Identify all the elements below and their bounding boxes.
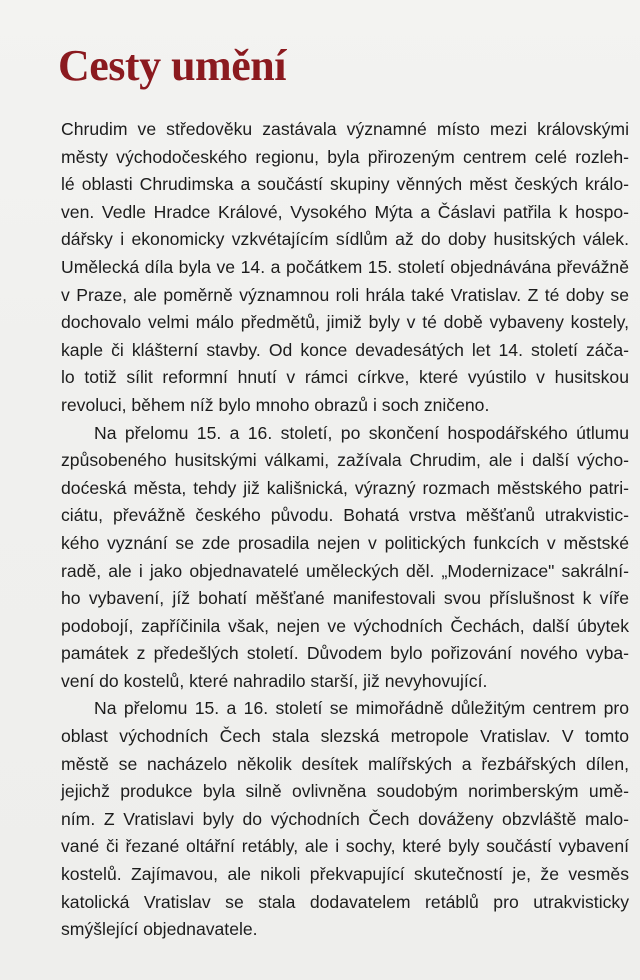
text-line: Na přelomu 15. a 16. století, po skončení hospodářského útlumu	[94, 422, 629, 443]
text-line: ním. Z Vratislavi byly do východních Čech dováženy obzvláště malo-	[61, 808, 629, 829]
text-line: kaple či klášterní stavby. Od konce devadesátých let 14. století záča-	[61, 339, 629, 360]
text-line: radě, ale i jako objednavatelé uměleckých děl. „Modernizace" sakrální-	[61, 560, 629, 581]
text-line: v Praze, ale poměrně významnou roli hrála také Vratislav. Z té doby se	[61, 284, 629, 305]
text-line: ho vybavení, jíž bohatí měšťané manifestovali svou příslušnost k víře	[61, 588, 629, 609]
text-line: jejichž produkce byla silně ovlivněna soudobým norimberským umě-	[61, 781, 629, 802]
text-line: dochovalo velmi málo předmětů, jimiž byly v té době vybaveny kostely,	[61, 312, 629, 333]
text-line: dářsky i ekonomicky vzkvétajícím sídlům až do doby husitských válek.	[61, 229, 629, 250]
text-line: městy východočeského regionu, byla přirozeným centrem celé rozleh-	[61, 146, 629, 167]
text-line: způsobeného husitskými válkami, zažívala Chrudim, ale i další výcho-	[61, 450, 629, 471]
text-line: revoluci, během níž bylo mnoho obrazů i soch zničeno.	[61, 394, 490, 415]
text-line: Chrudim ve středověku zastávala významné místo mezi královskými	[61, 119, 629, 139]
text-line: vané či řezané oltářní retábly, ale i sochy, které byly součástí vybavení	[61, 836, 629, 857]
text-line: ciátu, převážně českého původu. Bohatá vrstva měšťanů utrakvistic-	[61, 505, 629, 526]
text-line: oblast východních Čech stala slezská metropole Vratislav. V tomto	[61, 726, 629, 747]
paragraph	[61, 695, 629, 943]
text-line: doćeská města, tehdy již kališnická, výrazný rozmach městského patri-	[61, 477, 629, 498]
text-line: vení do kostelů, které nahradilo starší, již nevyhovující.	[61, 670, 488, 691]
paragraph	[61, 420, 629, 696]
text-line: Umělecká díla byla ve 14. a počátkem 15. století objednávána převážně	[61, 256, 629, 277]
text-line: podobojí, zapříčinila však, nejen ve východních Čechách, další úbytek	[61, 615, 629, 636]
text-line: Na přelomu 15. a 16. století se mimořádně důležitým centrem pro	[94, 698, 629, 719]
text-line: lé oblasti Chrudimska a součástí skupiny věnných měst českých králo-	[61, 174, 629, 195]
text-line: památek z předešlých století. Důvodem bylo pořizování nového vyba-	[61, 643, 629, 664]
page-title: Cesty umění	[58, 41, 286, 90]
text-line: ven. Vedle Hradce Králové, Vysokého Mýta a Čáslavi patřila k hospo-	[61, 201, 629, 222]
body-text	[61, 116, 629, 944]
text-line: smýšlející objednavatele.	[61, 919, 258, 940]
text-line: městě se nacházelo několik desítek malířských a řezbářských dílen,	[61, 753, 629, 774]
text-line: lo totiž sílit reformní hnutí v rámci církve, které vyústilo v husitskou	[61, 367, 629, 388]
text-line: katolická Vratislav se stala dodavatelem retáblů pro utrakvisticky	[61, 891, 629, 912]
paragraph	[61, 116, 629, 420]
text-line: kého vyznání se zde prosadila nejen v politických funkcích v městské	[61, 532, 629, 553]
text-line: kostelů. Zajímavou, ale nikoli překvapující skutečností je, že vesměs	[61, 864, 629, 885]
